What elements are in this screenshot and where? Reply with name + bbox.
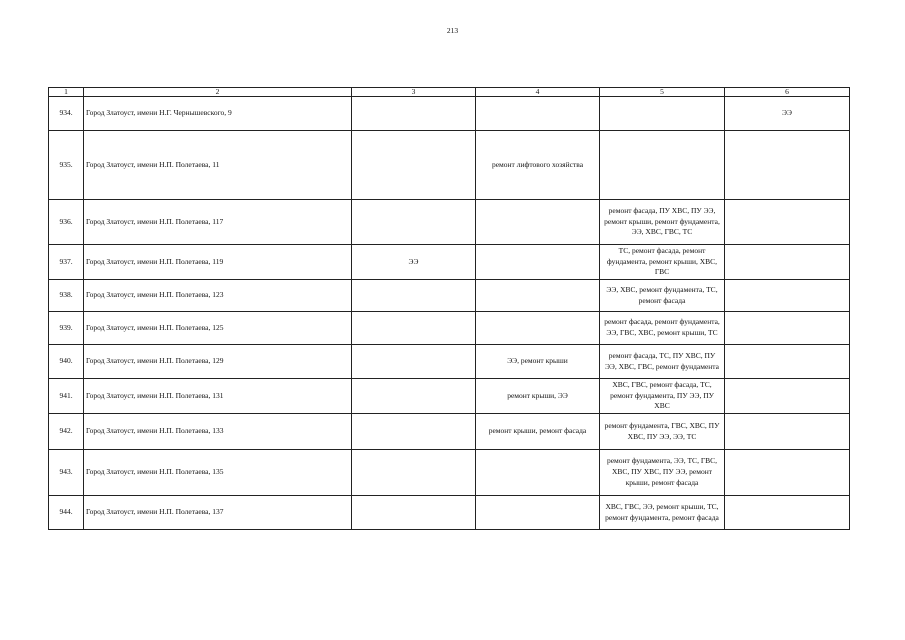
column-header: 1 <box>49 88 84 97</box>
col4-cell <box>476 245 600 280</box>
address-cell: Город Златоуст, имени Н.П. Полетаева, 125 <box>84 312 352 345</box>
row-number: 941. <box>49 379 84 414</box>
col6-cell <box>725 496 850 530</box>
row-number: 934. <box>49 97 84 131</box>
column-header: 3 <box>352 88 476 97</box>
address-cell: Город Златоуст, имени Н.П. Полетаева, 123 <box>84 280 352 312</box>
column-header: 2 <box>84 88 352 97</box>
col6-cell <box>725 345 850 379</box>
column-header: 6 <box>725 88 850 97</box>
col5-cell: ТС, ремонт фасада, ремонт фундамента, ремонт крыши, ХВС, ГВС <box>600 245 725 280</box>
col5-cell: ремонт фундамента, ЭЭ, ТС, ГВС, ХВС, ПУ ХВС, ПУ ЭЭ, ремонт крыши, ремонт фасада <box>600 450 725 496</box>
col3-cell <box>352 414 476 450</box>
address-cell: Город Златоуст, имени Н.П. Полетаева, 119 <box>84 245 352 280</box>
col6-cell <box>725 379 850 414</box>
row-number: 942. <box>49 414 84 450</box>
table-row <box>49 379 850 414</box>
table-row <box>49 200 850 245</box>
address-cell: Город Златоуст, имени Н.П. Полетаева, 133 <box>84 414 352 450</box>
col4-cell: ремонт лифтового хозяйства <box>476 131 600 200</box>
column-header: 4 <box>476 88 600 97</box>
row-number: 944. <box>49 496 84 530</box>
col5-cell: ремонт фасада, ПУ ХВС, ПУ ЭЭ, ремонт крыши, ремонт фундамента, ЭЭ, ХВС, ГВС, ТС <box>600 200 725 245</box>
row-number: 937. <box>49 245 84 280</box>
table-row <box>49 496 850 530</box>
table-row <box>49 280 850 312</box>
repair-schedule-table <box>48 87 850 530</box>
col3-cell <box>352 131 476 200</box>
col3-cell <box>352 312 476 345</box>
col4-cell <box>476 200 600 245</box>
col5-cell: ХВС, ГВС, ЭЭ, ремонт крыши, ТС, ремонт фундамента, ремонт фасада <box>600 496 725 530</box>
col4-cell: ЭЭ, ремонт крыши <box>476 345 600 379</box>
table-row <box>49 97 850 131</box>
col3-cell <box>352 200 476 245</box>
col6-cell <box>725 200 850 245</box>
row-number: 935. <box>49 131 84 200</box>
col3-cell <box>352 280 476 312</box>
col5-cell <box>600 131 725 200</box>
col5-cell: ремонт фасада, ремонт фундамента, ЭЭ, ГВС, ХВС, ремонт крыши, ТС <box>600 312 725 345</box>
page-number: 213 <box>446 26 459 35</box>
col5-cell: ремонт фундамента, ГВС, ХВС, ПУ ХВС, ПУ ЭЭ, ЭЭ, ТС <box>600 414 725 450</box>
col3-cell <box>352 450 476 496</box>
table-header-row <box>49 88 850 97</box>
address-cell: Город Златоуст, имени Н.Г. Чернышевского, 9 <box>84 97 352 131</box>
col6-cell <box>725 450 850 496</box>
address-cell: Город Златоуст, имени Н.П. Полетаева, 131 <box>84 379 352 414</box>
col6-cell <box>725 131 850 200</box>
col6-cell <box>725 414 850 450</box>
col4-cell <box>476 280 600 312</box>
col6-cell <box>725 312 850 345</box>
row-number: 939. <box>49 312 84 345</box>
row-number: 938. <box>49 280 84 312</box>
table-row <box>49 312 850 345</box>
col4-cell <box>476 97 600 131</box>
row-number: 943. <box>49 450 84 496</box>
col3-cell <box>352 345 476 379</box>
row-number: 940. <box>49 345 84 379</box>
col6-cell <box>725 280 850 312</box>
table-row <box>49 450 850 496</box>
col3-cell <box>352 97 476 131</box>
address-cell: Город Златоуст, имени Н.П. Полетаева, 129 <box>84 345 352 379</box>
table-row <box>49 414 850 450</box>
col6-cell: ЭЭ <box>725 97 850 131</box>
col4-cell <box>476 450 600 496</box>
col3-cell <box>352 496 476 530</box>
address-cell: Город Златоуст, имени Н.П. Полетаева, 137 <box>84 496 352 530</box>
col5-cell: ЭЭ, ХВС, ремонт фундамента, ТС, ремонт фасада <box>600 280 725 312</box>
table-row <box>49 131 850 200</box>
address-cell: Город Златоуст, имени Н.П. Полетаева, 11 <box>84 131 352 200</box>
col5-cell <box>600 97 725 131</box>
col4-cell: ремонт крыши, ремонт фасада <box>476 414 600 450</box>
table-row <box>49 245 850 280</box>
col5-cell: ремонт фасада, ТС, ПУ ХВС, ПУ ЭЭ, ХВС, ГВС, ремонт фундамента <box>600 345 725 379</box>
table-row <box>49 345 850 379</box>
col4-cell <box>476 312 600 345</box>
column-header: 5 <box>600 88 725 97</box>
address-cell: Город Златоуст, имени Н.П. Полетаева, 135 <box>84 450 352 496</box>
col3-cell: ЭЭ <box>352 245 476 280</box>
col6-cell <box>725 245 850 280</box>
col3-cell <box>352 379 476 414</box>
address-cell: Город Златоуст, имени Н.П. Полетаева, 117 <box>84 200 352 245</box>
col4-cell: ремонт крыши, ЭЭ <box>476 379 600 414</box>
row-number: 936. <box>49 200 84 245</box>
col4-cell <box>476 496 600 530</box>
col5-cell: ХВС, ГВС, ремонт фасада, ТС, ремонт фундамента, ПУ ЭЭ, ПУ ХВС <box>600 379 725 414</box>
